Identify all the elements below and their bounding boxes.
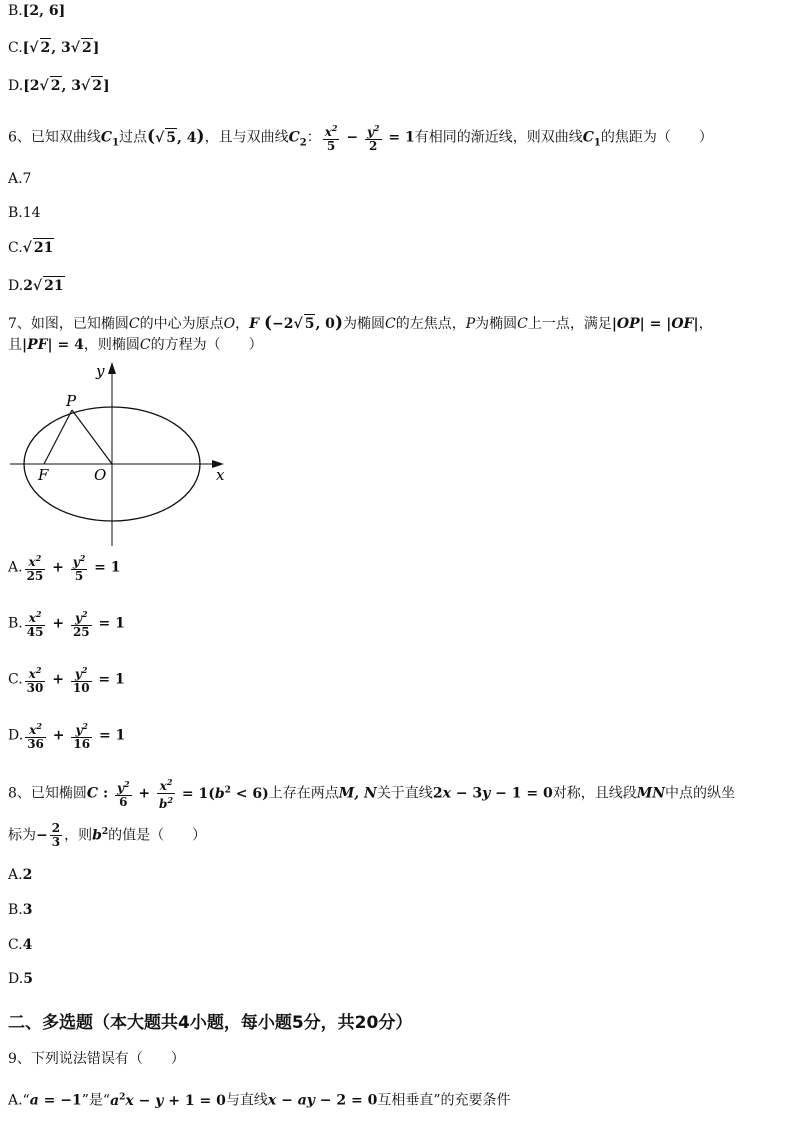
- q7-option-d: D. $\frac{x^2}{36}$ + $\frac{y^2}{16}$ = 1: [8, 721, 126, 751]
- section-heading: 二、多选题（本大题共4小题，每小题5分，共20分）: [8, 1013, 413, 1033]
- segment-fp: [44, 410, 72, 464]
- q6-option-a: A.7: [8, 171, 32, 187]
- q5-option-d: D.[2√ 2, 3√ 2]: [8, 78, 110, 94]
- q6-option-c: C.√ 21: [8, 240, 54, 256]
- q8-stem-line2: 标为− $\frac{2}{3}$ ，则$b^2$的值是（ ）: [8, 821, 207, 849]
- q8-option-d: D.5: [8, 971, 33, 987]
- q5-option-c: C.[√ 2, 3√ 2]: [8, 40, 100, 56]
- q7-option-b: B. $\frac{x^2}{45}$ + $\frac{y^2}{25}$ = 1: [8, 609, 125, 639]
- q7-option-c: C. $\frac{x^2}{30}$ + $\frac{y^2}{10}$ = 1: [8, 665, 125, 695]
- q8-option-a: A.2: [8, 867, 33, 883]
- point-p-label: P: [66, 392, 77, 410]
- q7-stem-line2: 且|PF| = 4，则椭圆C的方程为（ ）: [8, 337, 263, 353]
- q7-option-a: A. $\frac{x^2}{25}$ + $\frac{y^2}{5}$ = 1: [8, 553, 121, 583]
- q9-option-a: A.“a = −1”是“$a^2x - y + 1 = 0$与直线x − ay − 2 = 0互相垂直”的充要条件: [8, 1092, 511, 1109]
- y-axis-arrow: [108, 362, 116, 374]
- q8-stem-line1: 8、已知椭圆C : $\frac{y^2}{6}$ + $\frac{x^2}{b^2}$ = $1(b^2 < 6)$上存在两点M, N关于直线2x − 3y − 1 = 0对称，且线段MN中点的纵坐: [8, 777, 736, 811]
- q5-option-b: B.[2, 6]: [8, 3, 66, 19]
- q9-stem: 9、下列说法错误有（ ）: [8, 1051, 185, 1067]
- point-o-label: O: [94, 466, 107, 484]
- y-axis-label: y: [96, 362, 105, 380]
- point-f-label: F: [38, 466, 49, 484]
- q8-option-b: B.3: [8, 902, 33, 918]
- q8-option-c: C.4: [8, 937, 33, 953]
- segment-po: [72, 410, 112, 464]
- q6-option-d: D.2√ 21: [8, 278, 64, 294]
- q6-option-b: B.14: [8, 205, 41, 221]
- q7-stem-line1: 7、如图，已知椭圆C的中心为原点O，F (−2√ 5, 0)为椭圆C的左焦点，P为椭圆C上一点，满足|OP| = |OF|，: [8, 313, 713, 333]
- x-axis-label: x: [216, 466, 225, 484]
- ellipse-figure: [8, 358, 238, 554]
- q6-stem: 6、已知双曲线$C_1$过点(√ 5, 4)，且与双曲线$C_2$： $\frac{x^2}{5}$ − $\frac{y^2}{2}$ = 1有相同的渐近线，则双曲线$C_1$的焦距为（ ）: [8, 123, 713, 153]
